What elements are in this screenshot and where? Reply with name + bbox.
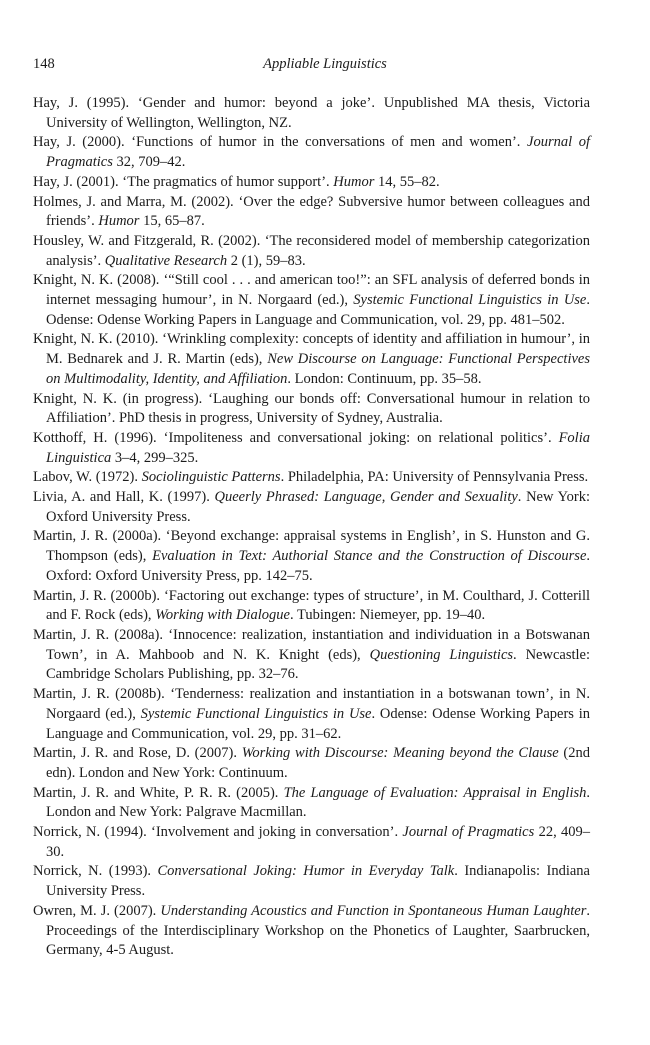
reference-title-italic: Folia Linguistica [46,429,590,466]
reference-text: Housley, W. and Fitzgerald, R. (2002). ‘The reconsidered model of membership categorization analysis’. [33,232,590,269]
reference-text: Hay, J. (2001). ‘The pragmatics of humor support’. [33,173,334,190]
reference-text: 32, 709–42. [112,154,186,171]
reference-text: Hay, J. (2000). ‘Functions of humor in the conversations of men and women’. [33,134,528,151]
reference-text: Hay, J. (1995). ‘Gender and humor: beyond a joke’. Unpublished MA thesis, Victoria University of Wellington, Wellington, NZ. [33,95,590,131]
reference-text: . New York: Oxford University Press. [46,489,590,525]
reference-text: Holmes, J. and Marra, M. (2002). ‘Over the edge? Subversive humor between colleagues and friends’. [33,193,590,230]
reference-text: 2 (1), 59–83. [227,252,306,269]
running-title: Appliable Linguistics [263,56,387,72]
reference-text: 22, 409–30. [46,824,590,860]
reference-text: Norrick, N. (1994). ‘Involvement and joking in conversation’. [33,824,403,841]
reference-title-italic: Working with Discourse: Meaning beyond the Clause [241,745,559,762]
reference-entry [33,685,590,744]
reference-entry [33,902,590,961]
reference-entry [33,468,590,488]
reference-text: Martin, J. R. and Rose, D. (2007). [33,745,242,762]
reference-text: . Oxford: Oxford University Press, pp. 142–75. [46,548,590,584]
reference-title-italic: Humor [333,173,375,190]
reference-entry [33,823,590,862]
reference-text: . Philadelphia, PA: University of Pennsylvania Press. [280,469,589,486]
reference-entry [33,271,590,330]
reference-entry [33,527,590,586]
reference-list [33,94,590,961]
reference-text: . Newcastle: Cambridge Scholars Publishing, pp. 32–76. [46,646,590,683]
reference-title-italic: Evaluation in Text: Authorial Stance and the Construction of Discourse [152,548,587,565]
reference-entry [33,94,590,133]
reference-text: Owren, M. J. (2007). [33,902,161,919]
reference-entry [33,626,590,685]
reference-title-italic: Queerly Phrased: Language, Gender and Sexuality [214,489,518,506]
reference-text: Labov, W. (1972). [33,469,142,486]
reference-text: . Odense: Odense Working Papers in Language and Communication, vol. 29, pp. 481–502. [46,292,590,328]
reference-text: . London and New York: Palgrave Macmillan. [46,784,591,821]
reference-text: Livia, A. and Hall, K. (1997). [33,489,215,506]
reference-text: 14, 55–82. [374,173,440,190]
reference-title-italic: The Language of Evaluation: Appraisal in English [283,784,587,801]
page-header [0,56,650,78]
reference-text: Knight, N. K. (2008). ‘“Still cool . . . and american too!”: an SFL analysis of deferred bonds in internet messaging humour’, in N. Norgaard (ed.), [33,272,590,309]
reference-entry [33,133,590,172]
reference-entry [33,744,590,783]
reference-text: . Indianapolis: Indiana University Press. [46,863,590,900]
reference-title-italic: Working with Dialogue [155,607,290,624]
reference-title-italic: Understanding Acoustics and Function in Spontaneous Human Laughter [160,902,587,919]
page-number: 148 [33,56,55,72]
reference-title-italic: Sociolinguistic Patterns [141,469,281,486]
reference-title-italic: Qualitative Research [104,252,228,269]
reference-text: Knight, N. K. (in progress). ‘Laughing our bonds off: Conversational humour in relation to Affiliation’. PhD thesis in progress, University of Sydney, Australia. [33,390,590,427]
reference-text: . London: Continuum, pp. 35–58. [287,370,482,387]
reference-entry [33,390,590,429]
reference-entry [33,330,590,389]
reference-text: 15, 65–87. [139,213,205,230]
reference-text: Knight, N. K. (2010). ‘Wrinkling complexity: concepts of identity and affiliation in humour’, in M. Bednarek and J. R. Martin (eds), [33,331,590,368]
reference-text: . Tubingen: Niemeyer, pp. 19–40. [290,607,486,624]
reference-entry [33,488,590,527]
reference-title-italic: Journal of Pragmatics [46,134,591,171]
reference-title-italic: Journal of Pragmatics [402,824,535,841]
reference-text: . Odense: Odense Working Papers in Language and Communication, vol. 29, pp. 31–62. [46,705,590,742]
reference-title-italic: Systemic Functional Linguistics in Use [140,705,372,722]
reference-title-italic: Questioning Linguistics [369,646,514,663]
reference-entry [33,429,590,468]
reference-title-italic: Humor [98,213,140,230]
reference-text: Martin, J. R. (2000b). ‘Factoring out exchange: types of structure’, in M. Coulthard, J. Cotterill and F. Rock (eds), [33,587,590,624]
reference-entry [33,173,590,193]
reference-text: Martin, J. R. (2000a). ‘Beyond exchange: appraisal systems in English’, in S. Hunston and G. Thompson (eds), [33,528,590,565]
reference-text: (2nd edn). London and New York: Continuum. [46,745,590,781]
reference-title-italic: Systemic Functional Linguistics in Use [353,292,587,309]
reference-entry [33,587,590,626]
reference-title-italic: New Discourse on Language: Functional Perspectives on Multimodality, Identity, and Affiliation [46,351,590,387]
reference-text: . Proceedings of the Interdisciplinary Workshop on the Phonetics of Laughter, Saarbrucken, Germany, 4-5 August. [46,902,590,959]
reference-entry [33,784,590,823]
reference-text: Martin, J. R. (2008a). ‘Innocence: realization, instantiation and individuation in a Botswanan Town’, in A. Mahboob and N. K. Knight (eds), [33,626,590,663]
reference-text: Kotthoff, H. (1996). ‘Impoliteness and conversational joking: on relational politics’. [33,429,559,446]
reference-entry [33,232,590,271]
reference-entry [33,193,590,232]
reference-text: 3–4, 299–325. [111,449,199,466]
reference-entry [33,862,590,901]
reference-title-italic: Conversational Joking: Humor in Everyday Talk [157,863,455,880]
reference-text: Martin, J. R. and White, P. R. R. (2005). [33,784,284,801]
reference-text: Norrick, N. (1993). [33,863,158,880]
reference-text: Martin, J. R. (2008b). ‘Tenderness: realization and instantiation in a botswanan town’, in N. Norgaard (ed.), [33,686,590,722]
